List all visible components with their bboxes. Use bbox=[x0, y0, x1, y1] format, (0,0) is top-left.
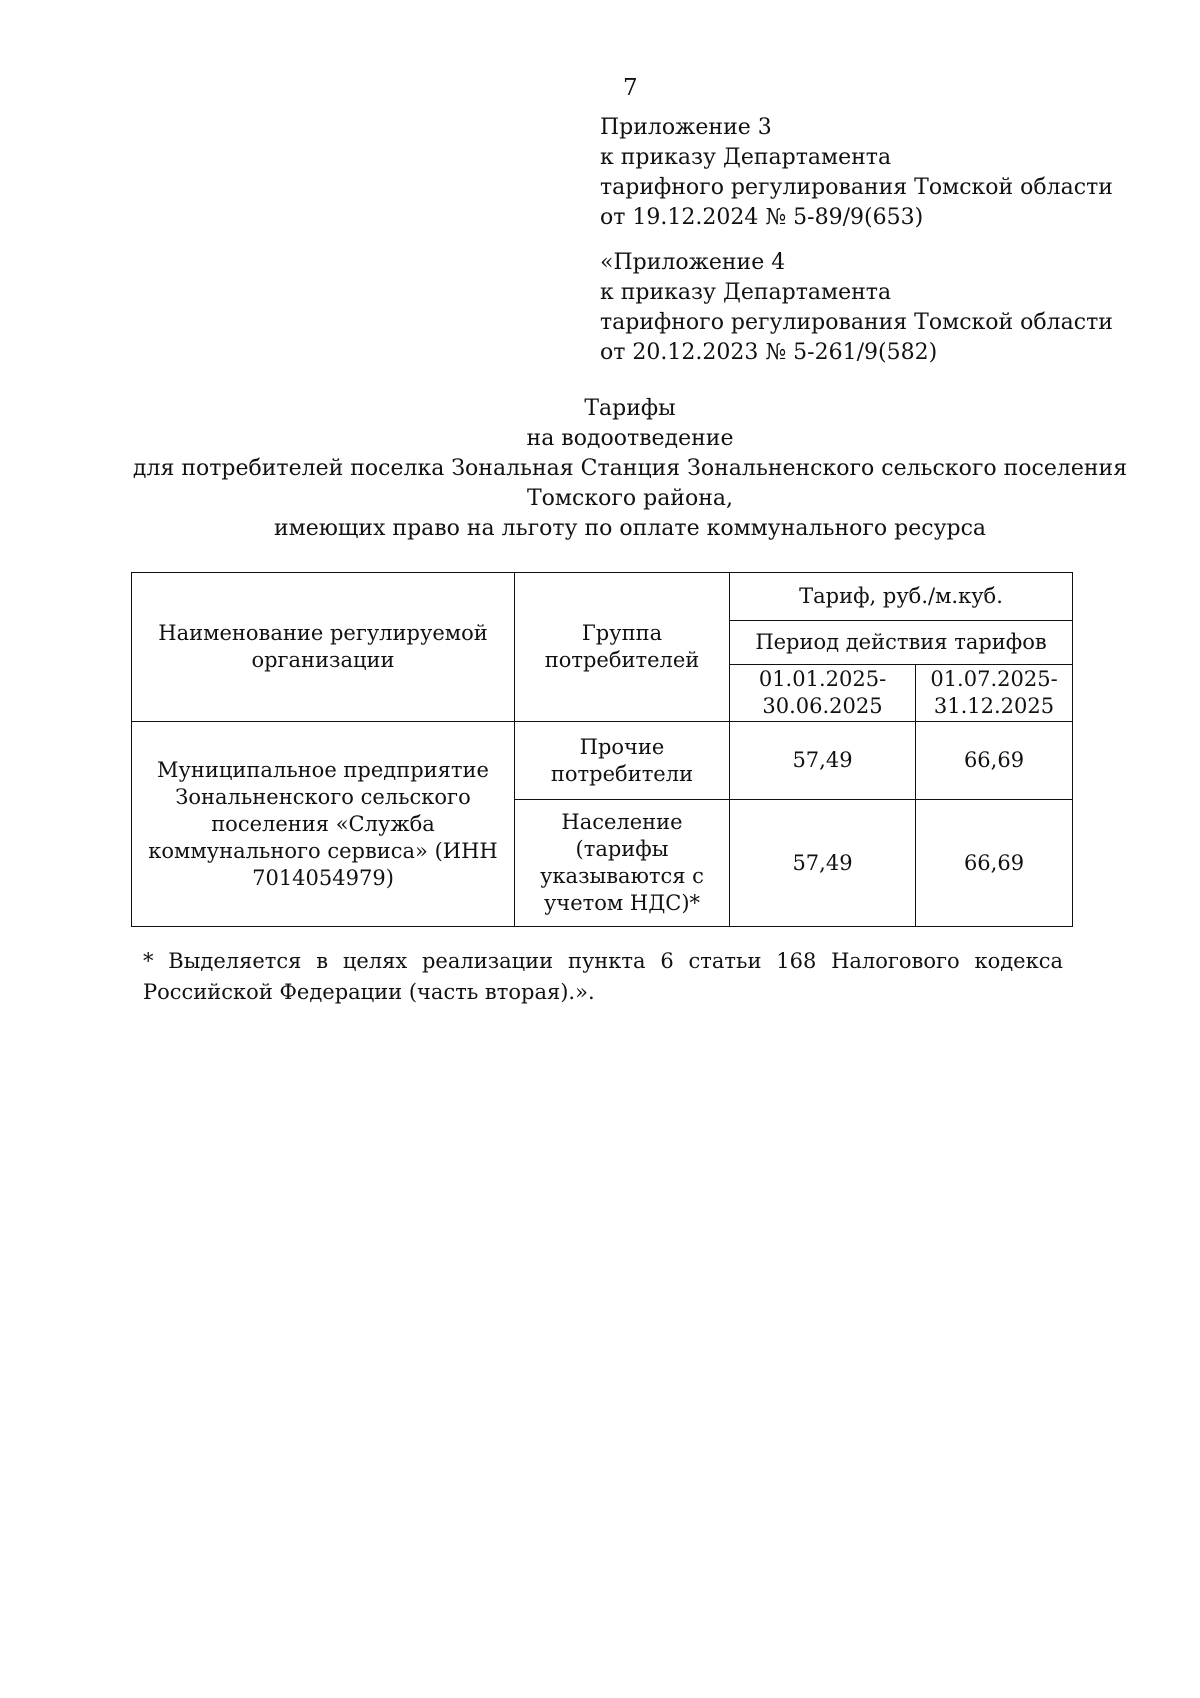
annex-label: «Приложение 4 bbox=[600, 250, 786, 275]
annex-date-number: от 19.12.2024 № 5-89/9(653) bbox=[600, 205, 924, 230]
header-consumer-group: Группа потребителей bbox=[515, 573, 730, 722]
annex-header-amended bbox=[600, 248, 1160, 368]
annex-date-number: от 20.12.2023 № 5-261/9(582) bbox=[600, 340, 938, 365]
header-organization: Наименование регулируемой организации bbox=[132, 573, 515, 722]
header-tariff-unit: Тариф, руб./м.куб. bbox=[730, 573, 1073, 621]
header-tariff-period: Период действия тарифов bbox=[730, 621, 1073, 665]
title-line-2: на водоотведение bbox=[526, 426, 734, 451]
header-period-1: 01.01.2025-30.06.2025 bbox=[730, 665, 916, 722]
tariff-value: 57,49 bbox=[730, 722, 916, 800]
table-row bbox=[132, 722, 1073, 800]
annex-order-ref: к приказу Департамента bbox=[600, 145, 892, 170]
page-number: 7 bbox=[623, 75, 638, 101]
annex-label: Приложение 3 bbox=[600, 115, 772, 140]
title-line-1: Тарифы bbox=[584, 396, 676, 421]
tariff-value: 66,69 bbox=[916, 800, 1073, 927]
tariff-value: 66,69 bbox=[916, 722, 1073, 800]
annex-department: тарифного регулирования Томской области bbox=[600, 175, 1113, 200]
footnote: * Выделяется в целях реализации пункта 6 статьи 168 Налогового кодекса Российской Федерации (часть вторая).». bbox=[143, 949, 1063, 1004]
table-header-row bbox=[132, 573, 1073, 621]
consumer-group: Население (тарифы указываются с учетом НДС)* bbox=[515, 800, 730, 927]
tariff-value: 57,49 bbox=[730, 800, 916, 927]
annex-department: тарифного регулирования Томской области bbox=[600, 310, 1113, 335]
consumer-group: Прочие потребители bbox=[515, 722, 730, 800]
annex-header-current bbox=[600, 113, 1160, 233]
title-line-3: для потребителей поселка Зональная Станция Зональненского сельского поселения bbox=[132, 456, 1128, 481]
title-line-5: имеющих право на льготу по оплате коммунального ресурса bbox=[273, 516, 987, 541]
header-period-2: 01.07.2025-31.12.2025 bbox=[916, 665, 1073, 722]
annex-order-ref: к приказу Департамента bbox=[600, 280, 892, 305]
organization-name: Муниципальное предприятие Зональненского сельского поселения «Служба коммунального сервиса» (ИНН 7014054979) bbox=[132, 722, 515, 927]
title-line-4: Томского района, bbox=[527, 486, 733, 511]
document-title bbox=[100, 394, 1160, 544]
tariff-table bbox=[131, 572, 1073, 927]
